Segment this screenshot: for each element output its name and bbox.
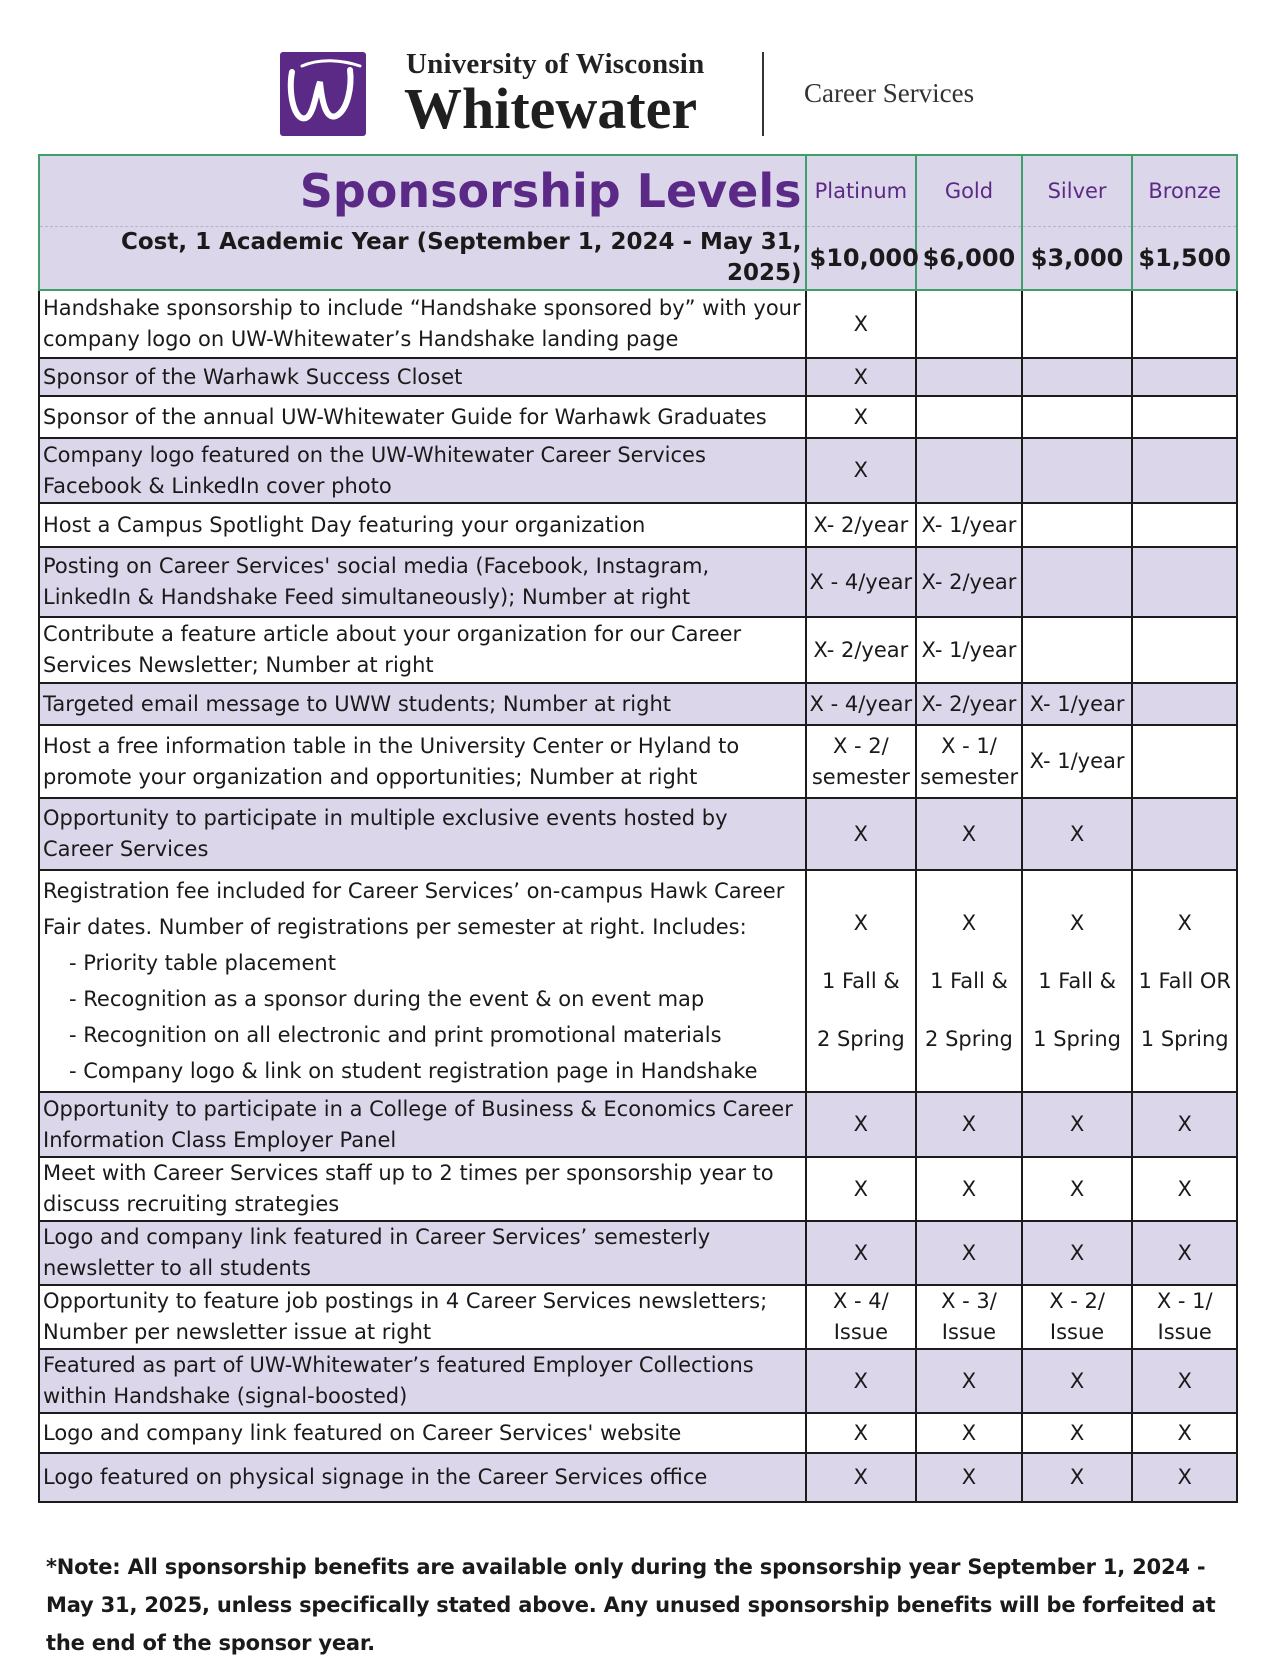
cost-row: [39, 227, 1237, 291]
tier-bronze: Bronze: [1132, 155, 1237, 227]
value-bronze: X: [1132, 1092, 1237, 1157]
value-bronze: [1132, 358, 1237, 396]
benefit-row: [39, 1092, 1237, 1157]
value-gold: X - 1/ semester: [916, 725, 1022, 798]
benefit-description: Logo featured on physical signage in the Career Services office: [39, 1453, 806, 1502]
value-bronze: [1132, 870, 1237, 1092]
benefit-description: Handshake sponsorship to include “Handshake sponsored by” with your company logo on UW-Whitewater’s Handshake landing page: [39, 290, 806, 358]
value-silver: [1022, 870, 1133, 1092]
value-silver: X: [1022, 1221, 1133, 1285]
logo-divider: [762, 52, 764, 136]
value-silver: [1022, 396, 1133, 438]
benefit-description: Company logo featured on the UW-Whitewater Career Services Facebook & LinkedIn cover photo: [39, 438, 806, 503]
benefit-row: [39, 1349, 1237, 1413]
career-fair-mark: X: [1177, 911, 1192, 935]
career-fair-mark: X: [853, 911, 869, 935]
value-silver: X: [1022, 1413, 1133, 1453]
career-fair-fall: 1 Fall OR: [1138, 969, 1231, 993]
benefit-row: [39, 725, 1237, 798]
benefit-row: [39, 1221, 1237, 1285]
sponsorship-levels-table: [38, 154, 1238, 1503]
value-platinum: X: [806, 1092, 917, 1157]
value-silver: X: [1022, 1092, 1133, 1157]
value-platinum: X: [806, 798, 917, 870]
benefit-description: Sponsor of the annual UW-Whitewater Guide for Warhawk Graduates: [39, 396, 806, 438]
value-bronze: [1132, 290, 1237, 358]
value-platinum: X- 2/year: [806, 617, 917, 683]
value-platinum: X- 2/year: [806, 503, 917, 547]
table-title: Sponsorship Levels: [39, 155, 806, 227]
value-bronze: X: [1132, 1413, 1237, 1453]
value-platinum: X: [806, 1157, 917, 1221]
value-silver: X- 1/year: [1022, 725, 1133, 798]
career-fair-spring: 2 Spring: [816, 1027, 905, 1051]
value-platinum: X: [806, 358, 917, 396]
value-platinum: X: [806, 1349, 917, 1413]
benefit-row: [39, 1285, 1237, 1349]
value-gold: [916, 290, 1022, 358]
value-gold: X - 3/ Issue: [916, 1285, 1022, 1349]
value-silver: [1022, 617, 1133, 683]
value-silver: [1022, 547, 1133, 617]
university-header: [280, 48, 1000, 140]
career-fair-spring: 1 Spring: [1140, 1027, 1229, 1051]
value-bronze: [1132, 547, 1237, 617]
university-name: University of Wisconsin: [406, 48, 705, 80]
benefit-row: [39, 547, 1237, 617]
value-bronze: X: [1132, 1349, 1237, 1413]
career-fair-mark: X: [961, 911, 977, 935]
value-gold: X: [916, 1221, 1022, 1285]
career-fair-fall: 1 Fall &: [1038, 969, 1116, 993]
value-silver: [1022, 358, 1133, 396]
value-bronze: X: [1132, 1221, 1237, 1285]
career-fair-sub-item: - Recognition as a sponsor during the event & on event map: [69, 987, 705, 1011]
value-silver: [1022, 290, 1133, 358]
value-bronze: X: [1132, 1157, 1237, 1221]
benefit-description: Logo and company link featured on Career Services' website: [39, 1413, 806, 1453]
value-platinum: X: [806, 1453, 917, 1502]
tier-header-row: [39, 155, 1237, 227]
value-platinum: X: [806, 438, 917, 503]
value-silver: X- 1/year: [1022, 683, 1133, 725]
value-platinum: X: [806, 396, 917, 438]
value-platinum: X - 2/ semester: [806, 725, 917, 798]
benefit-description: Host a free information table in the University Center or Hyland to promote your organization and opportunities; Number at right: [39, 725, 806, 798]
benefit-description: Targeted email message to UWW students; Number at right: [39, 683, 806, 725]
value-bronze: [1132, 503, 1237, 547]
cost-gold: $6,000: [916, 227, 1022, 291]
benefit-row: [39, 683, 1237, 725]
value-platinum: [806, 870, 917, 1092]
career-fair-sub-item: - Priority table placement: [69, 951, 336, 975]
benefit-row: [39, 1413, 1237, 1453]
value-silver: X - 2/ Issue: [1022, 1285, 1133, 1349]
career-fair-benefit-text: Registration fee included for Career Services’ on-campus Hawk Career Fair dates. Number of registrations per semester at right. Includes:: [43, 879, 785, 939]
value-platinum: X - 4/year: [806, 683, 917, 725]
value-bronze: [1132, 438, 1237, 503]
value-gold: [916, 870, 1022, 1092]
benefit-row: [39, 290, 1237, 358]
benefit-description: Contribute a feature article about your organization for our Career Services Newsletter; Number at right: [39, 617, 806, 683]
value-platinum: X - 4/ Issue: [806, 1285, 917, 1349]
value-bronze: [1132, 396, 1237, 438]
cost-label: Cost, 1 Academic Year (September 1, 2024 - May 31, 2025): [39, 227, 806, 291]
value-platinum: X: [806, 1221, 917, 1285]
value-gold: X: [916, 798, 1022, 870]
cost-bronze: $1,500: [1132, 227, 1237, 291]
value-bronze: [1132, 725, 1237, 798]
cost-silver: $3,000: [1022, 227, 1133, 291]
benefit-row: [39, 358, 1237, 396]
benefit-description: Logo and company link featured in Career Services’ semesterly newsletter to all students: [39, 1221, 806, 1285]
value-bronze: [1132, 617, 1237, 683]
value-gold: X- 1/year: [916, 503, 1022, 547]
value-gold: X: [916, 1453, 1022, 1502]
benefit-row: [39, 1453, 1237, 1502]
career-fair-spring: 2 Spring: [925, 1027, 1013, 1051]
cost-platinum: $10,000: [806, 227, 917, 291]
value-gold: X: [916, 1092, 1022, 1157]
tier-platinum: Platinum: [806, 155, 917, 227]
value-gold: X: [916, 1157, 1022, 1221]
career-fair-sub-item: - Recognition on all electronic and print promotional materials: [69, 1023, 722, 1047]
career-fair-sub-item: - Company logo & link on student registration page in Handshake: [69, 1059, 758, 1083]
value-bronze: [1132, 683, 1237, 725]
value-bronze: X - 1/ Issue: [1132, 1285, 1237, 1349]
footnote: *Note: All sponsorship benefits are available only during the sponsorship year September 1, 2024 - May 31, 2025, unless specifically stated above. Any unused sponsorship benefits will be forfeited at the end of the sponsor year.: [46, 1555, 1216, 1655]
value-gold: X: [916, 1413, 1022, 1453]
career-fair-spring: 1 Spring: [1033, 1027, 1121, 1051]
department-name: Career Services: [804, 78, 975, 108]
benefit-description: Posting on Career Services' social media (Facebook, Instagram, LinkedIn & Handshake Feed simultaneously); Number at right: [39, 547, 806, 617]
value-gold: X- 1/year: [916, 617, 1022, 683]
value-silver: X: [1022, 1349, 1133, 1413]
value-silver: [1022, 503, 1133, 547]
value-silver: [1022, 438, 1133, 503]
benefit-row: [39, 503, 1237, 547]
benefit-row: [39, 617, 1237, 683]
value-gold: [916, 396, 1022, 438]
value-gold: X- 2/year: [916, 547, 1022, 617]
campus-name: Whitewater: [404, 76, 698, 141]
value-platinum: X: [806, 1413, 917, 1453]
uw-w-logo-icon: [280, 52, 366, 136]
value-gold: [916, 438, 1022, 503]
benefit-row: [39, 438, 1237, 503]
value-silver: X: [1022, 798, 1133, 870]
benefit-description: Meet with Career Services staff up to 2 times per sponsorship year to discuss recruiting strategies: [39, 1157, 806, 1221]
value-bronze: X: [1132, 1453, 1237, 1502]
value-platinum: X: [806, 290, 917, 358]
career-fair-row: [39, 870, 1237, 1092]
benefit-row: [39, 396, 1237, 438]
value-platinum: X - 4/year: [806, 547, 917, 617]
tier-silver: Silver: [1022, 155, 1133, 227]
career-fair-mark: X: [1069, 911, 1085, 935]
benefit-description: [39, 870, 806, 1092]
benefit-description: Host a Campus Spotlight Day featuring your organization: [39, 503, 806, 547]
benefit-description: Opportunity to participate in multiple exclusive events hosted by Career Services: [39, 798, 806, 870]
benefit-description: Opportunity to participate in a College of Business & Economics Career Information Class Employer Panel: [39, 1092, 806, 1157]
value-gold: X: [916, 1349, 1022, 1413]
career-fair-fall: 1 Fall &: [821, 969, 900, 993]
benefit-description: Sponsor of the Warhawk Success Closet: [39, 358, 806, 396]
value-bronze: [1132, 798, 1237, 870]
tier-gold: Gold: [916, 155, 1022, 227]
benefit-description: Opportunity to feature job postings in 4 Career Services newsletters; Number per newsletter issue at right: [39, 1285, 806, 1349]
benefit-row: [39, 1157, 1237, 1221]
value-silver: X: [1022, 1453, 1133, 1502]
career-fair-fall: 1 Fall &: [930, 969, 1008, 993]
value-gold: [916, 358, 1022, 396]
benefit-description: Featured as part of UW-Whitewater’s featured Employer Collections within Handshake (signal-boosted): [39, 1349, 806, 1413]
value-silver: X: [1022, 1157, 1133, 1221]
value-gold: X- 2/year: [916, 683, 1022, 725]
benefit-row: [39, 798, 1237, 870]
